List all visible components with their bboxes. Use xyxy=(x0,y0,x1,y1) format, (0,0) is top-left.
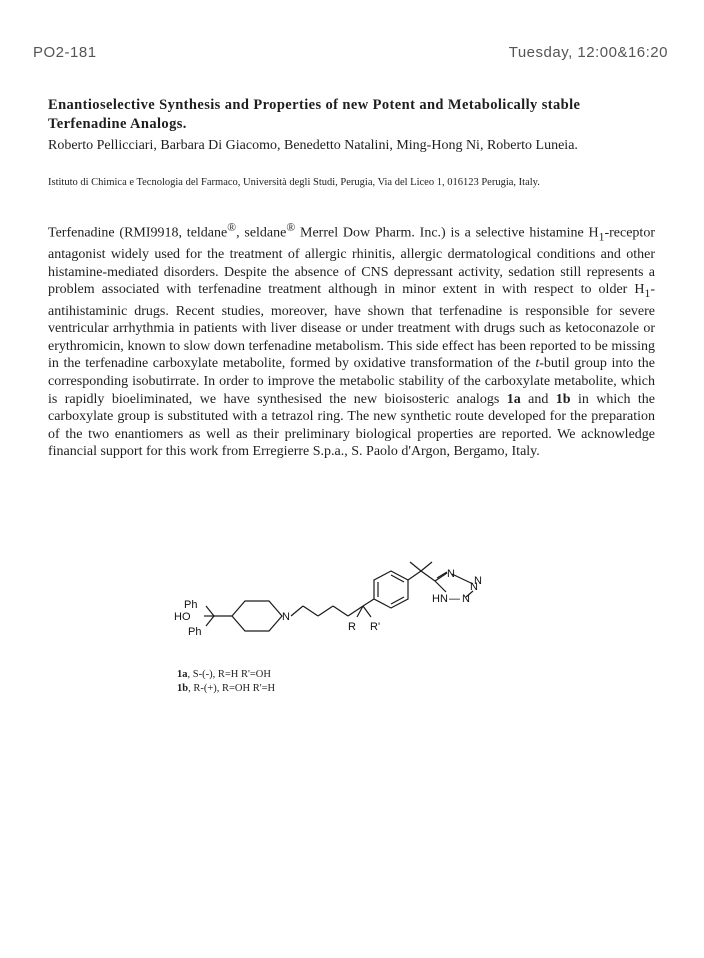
subscript: 1 xyxy=(598,230,605,244)
abstract-body xyxy=(48,219,655,461)
abstract-text: -antihistaminic drugs. Recent studies, moreover, have shown that terfenadine is responsible for severe ventricular arrhythmia in patients with liver disease or under treatment with drugs such as ketoconazole or erythromicin, known to slow down terfenadine metabolism. This side effect has been reported to be missing in the terfenadine carboxylate metabolite, formed by oxidative transformation of the xyxy=(48,282,655,372)
tetrazole-nitrogen-label: N xyxy=(470,581,478,593)
abstract-text: and xyxy=(520,391,556,407)
abstract-text: , seldane xyxy=(236,225,287,241)
tetrazole-bond-label: — xyxy=(449,593,460,605)
subscript: 1 xyxy=(644,287,651,301)
compound-description: , S-(-), R=H R'=OH xyxy=(187,669,271,680)
compound-id: 1a xyxy=(177,669,188,680)
tetrazole-nh-label: HN xyxy=(432,593,448,605)
phenyl-label: Ph xyxy=(184,599,198,611)
compound-id: 1b xyxy=(177,683,189,694)
r-prime-group-label: R' xyxy=(370,621,381,633)
tetrazole-nitrogen-label: N xyxy=(474,575,482,587)
registered-mark: ® xyxy=(286,221,296,234)
compound-list xyxy=(177,668,275,696)
abstract-text: Merrel Dow Pharm. Inc.) is a selective histamine H xyxy=(295,225,599,241)
abstract-text: -butil group into the corresponding isobutirrate. In order to improve the metabolic stability of the carboxylate metabolite, which is rapidly bioeliminated, we have synthesised the new bioisosteric analogs xyxy=(48,356,655,407)
chemical-structure xyxy=(170,560,520,660)
compound-ref: 1a xyxy=(506,391,521,407)
r-group-label: R xyxy=(348,621,356,633)
registered-mark: ® xyxy=(227,221,237,234)
phenyl-label: Ph xyxy=(188,626,202,638)
tetrazole-nitrogen-label: N xyxy=(447,568,455,580)
abstract-text: in which the carboxylate group is substituted with a tetrazol ring. The new synthetic route developed for the preparation of the two enantiomers as well as their preliminary biological properties are reported. We acknowledge financial support for this work from Erregierre S.p.a., S. Paolo d'Argon, Bergamo, Italy. xyxy=(48,391,656,460)
tetrazole-nitrogen-label: N xyxy=(462,593,470,605)
abstract-code: PO2-181 xyxy=(33,44,97,61)
author-list: Roberto Pellicciari, Barbara Di Giacomo, Benedetto Natalini, Ming-Hong Ni, Roberto Luneia. xyxy=(48,138,578,153)
compound-ref: 1b xyxy=(555,391,571,407)
session-time: Tuesday, 12:00&16:20 xyxy=(508,44,668,61)
compound-entry xyxy=(177,668,275,682)
abstract-text: -receptor antagonist widely used for the treatment of allergic rhinitis, allergic dermatological conditions and other histamine-mediated disorders. Despite the absence of CNS depressant activity, sedation still represents a problem associated with terfenadine treatment although in minor extent in with respect to older H xyxy=(48,225,655,298)
compound-description: , R-(+), R=OH R'=H xyxy=(188,683,276,694)
abstract-text: Terfenadine (RMI9918, teldane xyxy=(48,225,228,241)
hydroxyl-label: HO xyxy=(174,611,191,623)
compound-entry xyxy=(177,682,275,696)
piperidine-nitrogen-label: N xyxy=(282,611,290,623)
italic-text: t xyxy=(535,356,540,372)
affiliation: Istituto di Chimica e Tecnologia del Farmaco, Università degli Studi, Perugia, Via del Liceo 1, 016123 Perugia, Italy. xyxy=(48,177,540,188)
paper-title: Enantioselective Synthesis and Properties of new Potent and Metabolically stable Terfenadine Analogs. xyxy=(48,97,581,132)
